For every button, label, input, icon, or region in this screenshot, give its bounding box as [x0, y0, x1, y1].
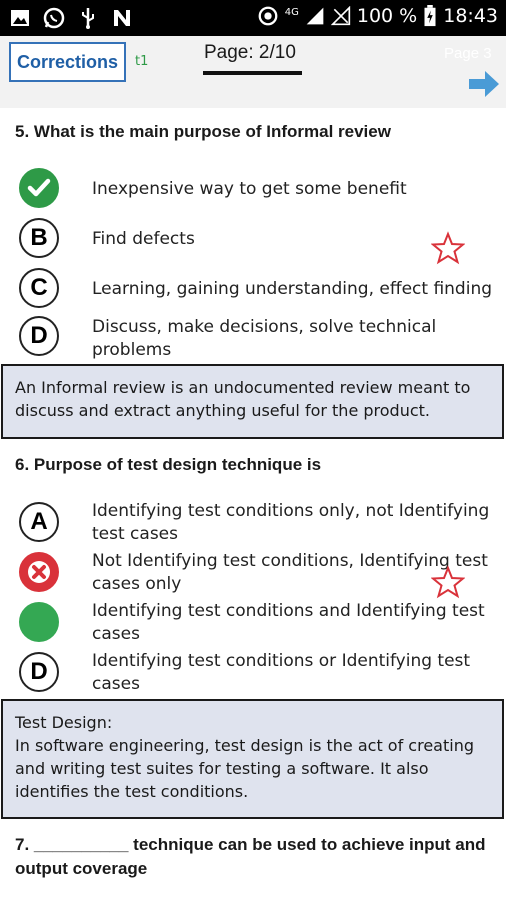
option-text: Inexpensive way to get some benefit: [92, 179, 407, 199]
correct-check-icon: [19, 168, 59, 208]
option-d-badge: D: [19, 652, 59, 692]
option-b-badge: B: [19, 218, 59, 258]
battery-icon: [423, 5, 437, 27]
no-signal-icon: [331, 6, 351, 26]
page-indicator: Page: 2/10: [204, 42, 296, 63]
option-text: Identifying test conditions or Identifying test cases: [92, 651, 471, 694]
toolbar: [0, 36, 506, 108]
option-text: Find defects: [92, 229, 195, 249]
signal-icon: [305, 6, 325, 26]
corrections-button[interactable]: Corrections: [9, 42, 126, 82]
n-app-icon: [110, 6, 134, 30]
bookmark-star-icon[interactable]: [431, 565, 465, 599]
option-a-badge: A: [19, 502, 59, 542]
usb-icon: [76, 6, 100, 30]
bookmark-star-icon[interactable]: [431, 231, 465, 265]
explanation-text: In software engineering, test design is the act of creating and writing test suites for testing a software. It also identifies the test conditions.: [15, 736, 474, 801]
question-7-title: 7. __________ technique can be used to achieve input and output coverage: [15, 835, 486, 878]
battery-percent: 100 %: [356, 5, 418, 27]
explanation-box: [1, 364, 504, 439]
network-type: 4G: [284, 7, 299, 18]
status-bar: [0, 0, 506, 36]
explanation-text: An Informal review is an undocumented review meant to discuss and extract anything useful for the product.: [15, 378, 471, 420]
option-d-badge: D: [19, 316, 59, 356]
explanation-title: Test Design:: [15, 713, 113, 732]
data-saver-icon: [257, 5, 279, 27]
option-text: Identifying test conditions only, not Identifying test cases: [92, 501, 490, 544]
question-5-title: 5. What is the main purpose of Informal review: [15, 122, 391, 141]
image-icon: [8, 6, 32, 30]
option-text: Not Identifying test conditions, Identifying test cases only: [92, 551, 488, 594]
option-text: Identifying test conditions and Identifying test cases: [92, 601, 485, 644]
corrections-count: t1: [135, 54, 149, 69]
clock: 18:43: [443, 5, 498, 27]
next-page-arrow-icon[interactable]: [467, 67, 501, 101]
option-c-badge: C: [19, 268, 59, 308]
question-6-title: 6. Purpose of test design technique is: [15, 455, 322, 474]
page-underline: [203, 71, 302, 75]
next-page-label: Page 3: [444, 45, 492, 62]
option-text: Discuss, make decisions, solve technical problems: [92, 317, 437, 360]
explanation-box: [1, 699, 504, 819]
whatsapp-icon: [42, 6, 66, 30]
option-text: Learning, gaining understanding, effect finding: [92, 279, 493, 299]
wrong-x-icon: [19, 552, 59, 592]
correct-answer-marker: [19, 602, 59, 642]
